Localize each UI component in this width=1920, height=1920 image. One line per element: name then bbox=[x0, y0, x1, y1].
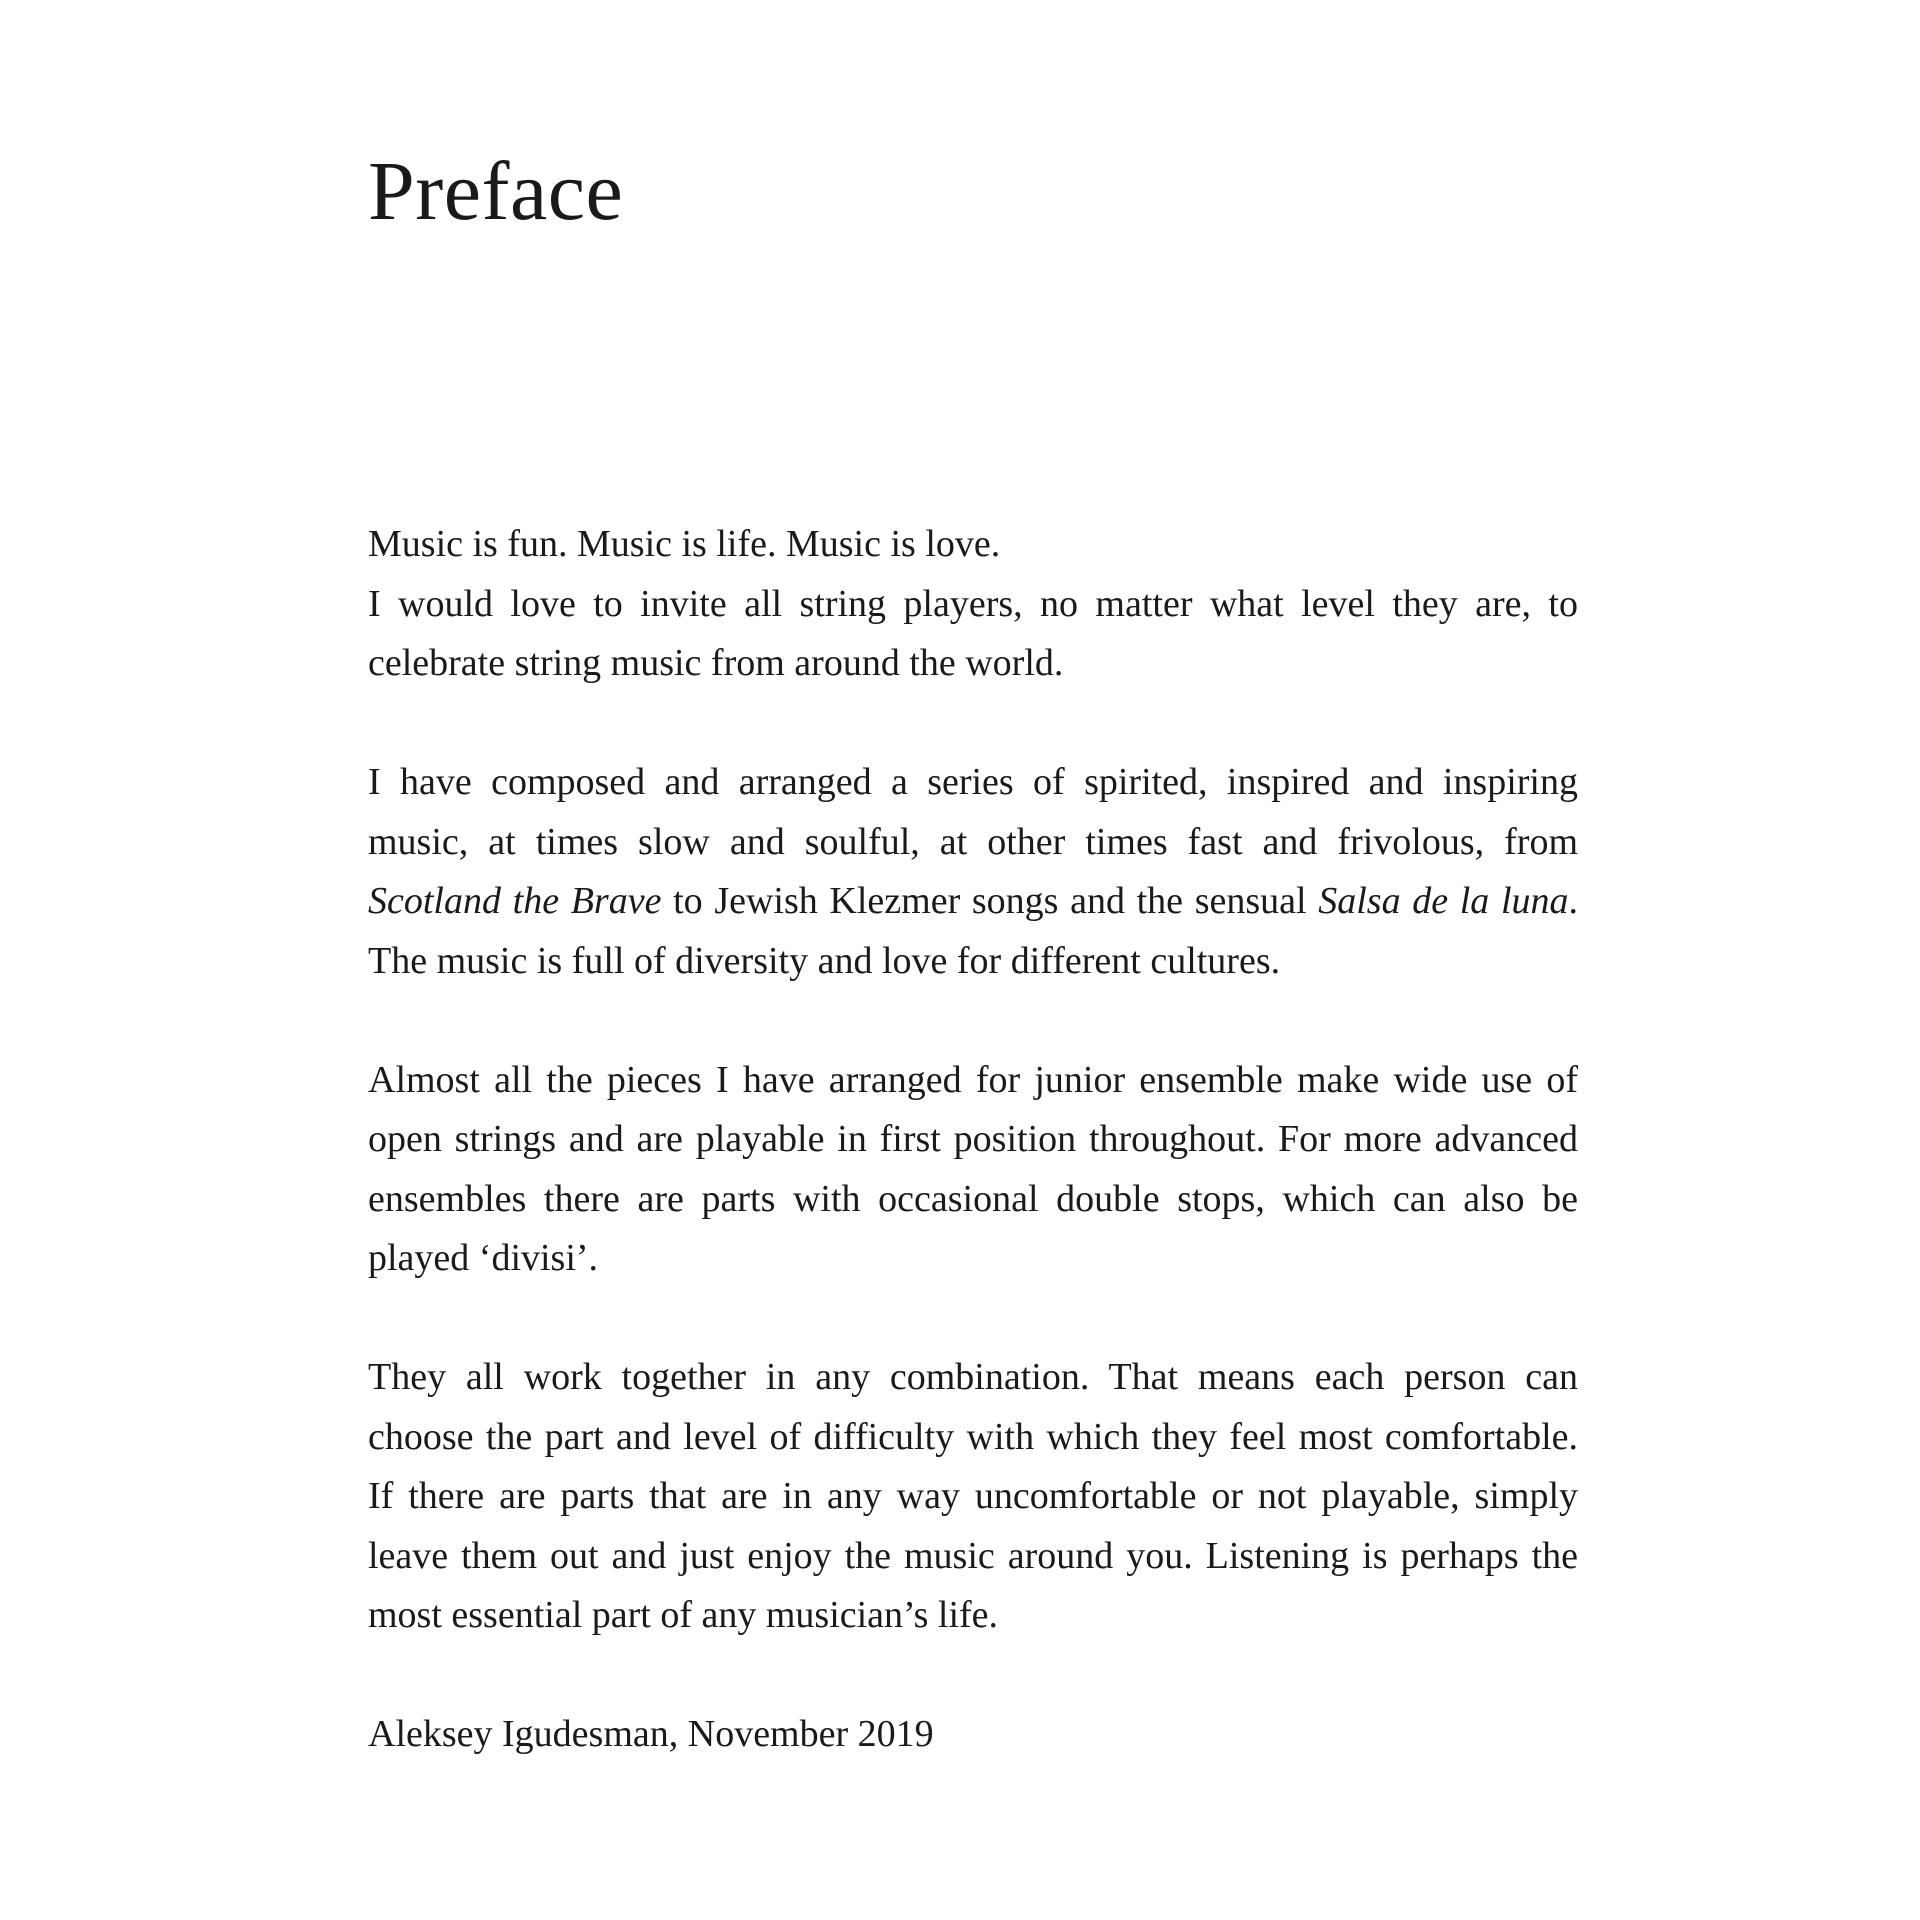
intro-line-2: I would love to invite all string players, no matter what level they are, to celebrate string music from around the world. bbox=[368, 582, 1578, 684]
preface-body bbox=[368, 515, 1578, 1765]
page-title: Preface bbox=[368, 145, 624, 238]
paragraph-junior-ensemble: Almost all the pieces I have arranged for junior ensemble make wide use of open strings and are playable in first position throughout. For more advanced ensembles there are parts with occasional double stops, which can also be played ‘divisi’. bbox=[368, 1058, 1578, 1279]
paragraph-composed-text-3: . The music is full of diversity and love for different cultures. bbox=[368, 880, 1579, 982]
paragraph-combination: They all work together in any combination. That means each person can choose the part and level of difficulty with which they feel most comfortable. If there are parts that are in any way uncomfortable or not playable, simply leave them out and just enjoy the music around you. Listening is perhaps the most essential part of any musician’s life. bbox=[368, 1356, 1578, 1636]
paragraph-intro bbox=[368, 515, 1578, 694]
title-salsa-de-la-luna: Salsa de la luna bbox=[1318, 880, 1569, 922]
signature: Aleksey Igudesman, November 2019 bbox=[368, 1713, 934, 1755]
paragraph-composed bbox=[368, 753, 1578, 991]
paragraph-composed-text-2: to Jewish Klezmer songs and the sensual bbox=[661, 880, 1319, 922]
intro-line-1: Music is fun. Music is life. Music is love. bbox=[368, 523, 1001, 565]
title-scotland-the-brave: Scotland the Brave bbox=[368, 880, 662, 922]
paragraph-composed-text-1: I have composed and arranged a series of spirited, inspired and inspiring music, at times slow and soulful, at other times fast and frivolous, from bbox=[368, 761, 1578, 863]
